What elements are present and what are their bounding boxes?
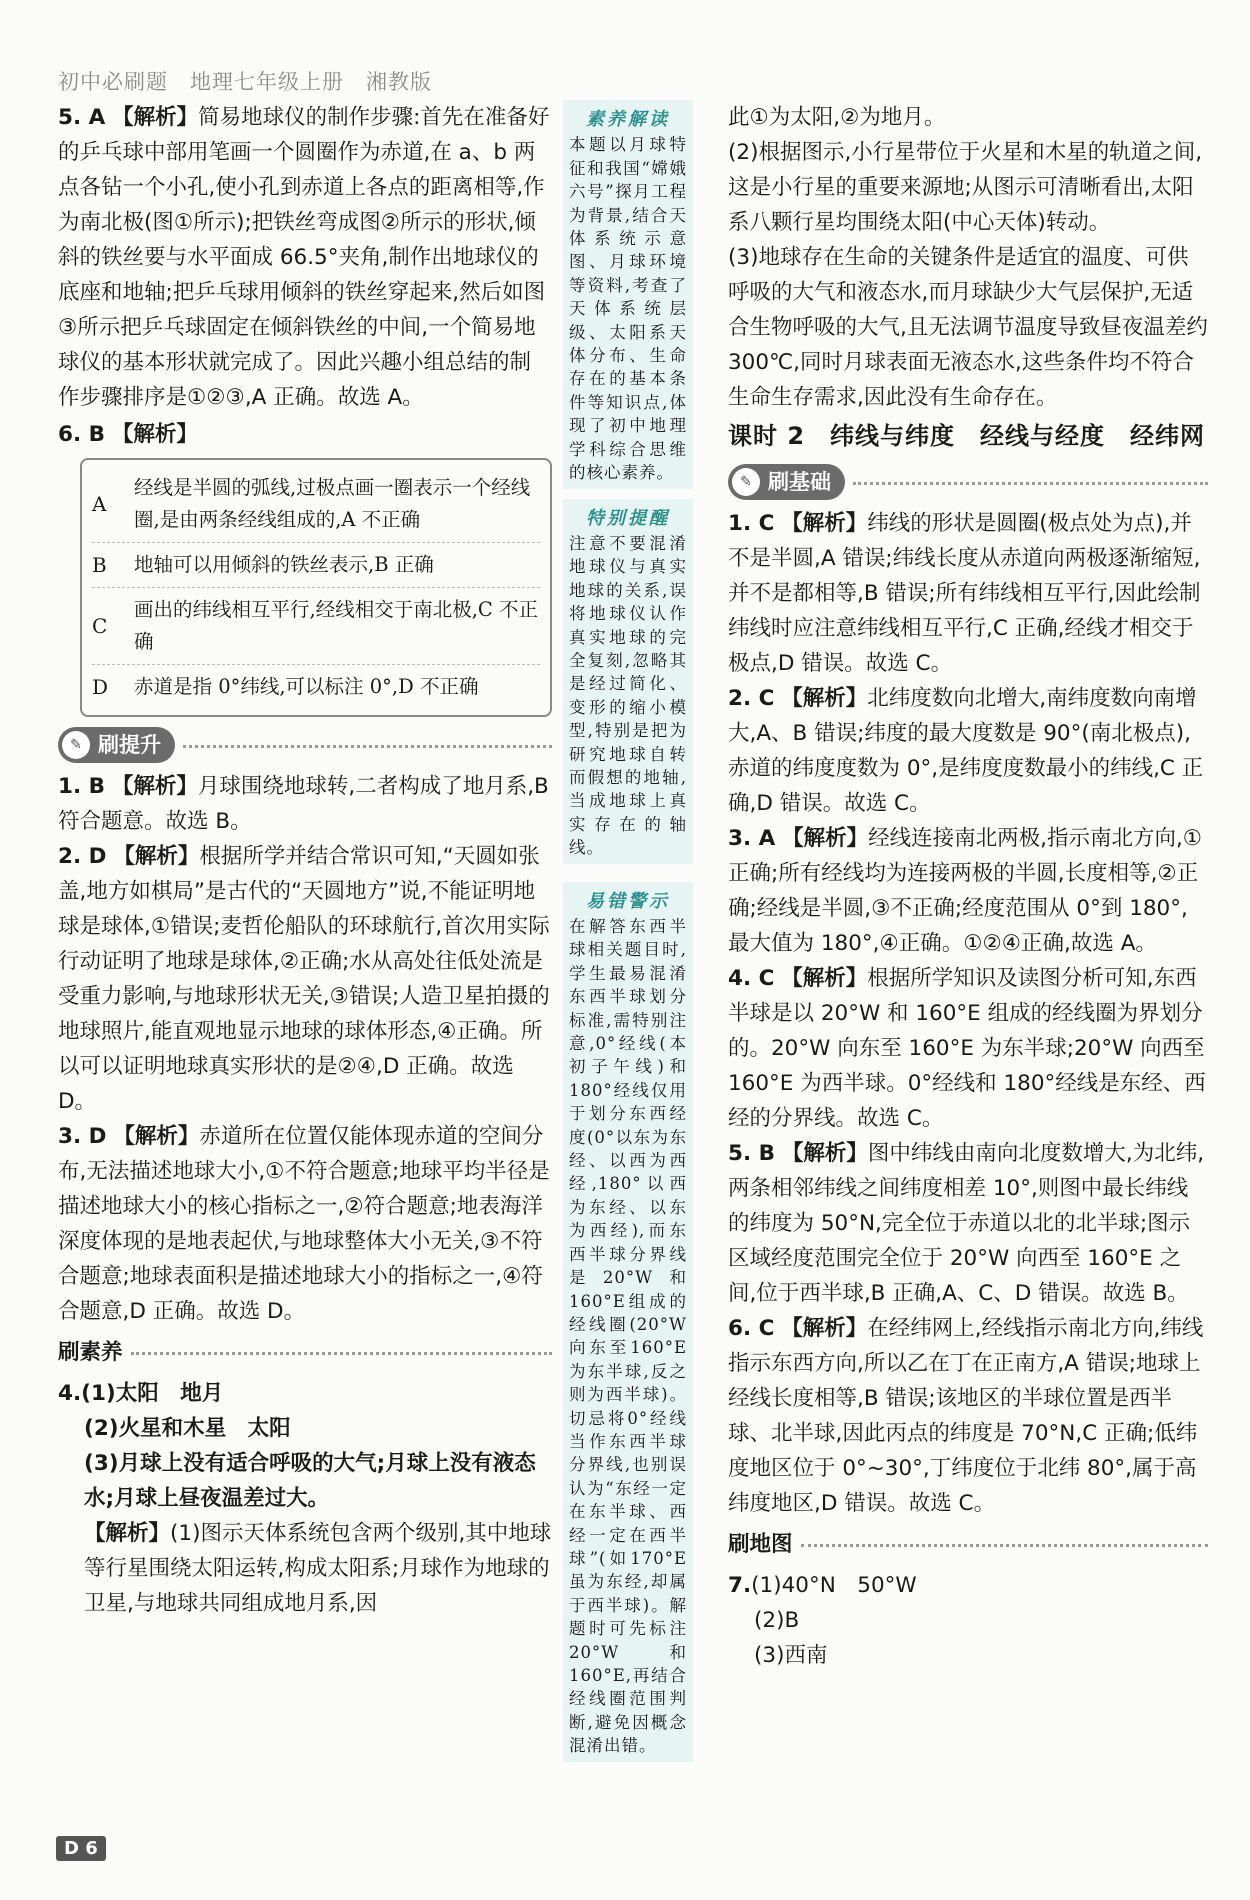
left-column [58,100,552,1621]
question-number: 4. C [728,966,775,991]
answer-line: (1)太阳 地月 [81,1381,224,1406]
answer-5 [58,100,552,415]
analysis-text: 在经纬网上,经线指示南北方向,纬线指示东西方向,所以乙在丁在正南方,A 错误;地球上经线长度相等,B 错误;该地区的半球位置是西半球、北半球,因此丙点的纬度是 70°N,C 正确;低纬度地区位于 0°~30°,丁纬度位于北纬 80°,属于高纬度地区,D 错误。故选 C。 [728,1316,1204,1516]
section-title: 刷地图 [728,1532,793,1557]
analysis-tag: 【解析】 [111,422,198,447]
answer-line: (3)西南 [754,1643,828,1668]
dotted-divider [183,743,552,748]
option-key: A [92,492,107,516]
question-number: 1. C [728,511,775,536]
option-analysis-table [80,458,552,717]
lesson-title: 课时 2 纬线与纬度 经线与经度 经纬网 [728,422,1206,450]
answer-t3 [58,1119,552,1329]
analysis-text: 图中纬线由南向北度数增大,为北纬,两条相邻纬线之间纬度相差 10°,则图中最长纬线的纬度为 50°N,完全位于赤道以北的北半球;图示区域经度范围完全位于 20°W 向西至 160°E 之间,位于西半球,B 正确,A、C、D 错误。故选 B。 [728,1141,1205,1306]
sidebar-notes [563,100,693,1762]
section-header-jichu [728,464,1208,500]
analysis-text: 根据所学并结合常识可知,“天圆如张盖,地方如棋局”是古代的“天圆地方”说,不能证明地球是球体,①错误;麦哲伦船队的环球航行,首次用实际行动证明了地球是球体,②正确;水从高处往低处流是受重力影响,与地球形状无关,③错误;人造卫星拍摄的地球照片,能直观地显示地球的球体形态,④正确。所以可以证明地球真实形状的是②④,D 正确。故选 D。 [58,844,550,1114]
answer-6 [58,417,552,452]
answer-b2 [728,681,1208,821]
question-number: 6. C [728,1316,775,1341]
option-text: 经线是半圆的弧线,过极点画一圈表示一个经线圈,是由两条经线组成的,A 不正确 [134,476,531,531]
brush-icon: ✎ [62,731,90,759]
note-text: 在解答东西半球相关题目时,学生最易混淆东西半球划分标准,需特别注意,0°经线(本初子午线)和180°经线仅用于划分东西经度(0°以东为东经、以西为西经,180°以西为东经、以东为西经),而东西半球分界线是20°W和160°E组成的经线圈(20°W向东至160°E为东半球,反之则为西半球)。切忌将0°经线当作东西半球分界线,也别误认为“东经一定在东半球、西经一定在西半球”(如170°E虽为东经,却属于西半球)。解题时可先标注20°W和160°E,再结合经线圈范围判断,避免因概念混淆出错。 [569,917,687,1756]
analysis-text: 简易地球仪的制作步骤:首先在准备好的乒乓球中部用笔画一个圆圈作为赤道,在 a、b 两点各钻一个小孔,使小孔到赤道上各点的距离相等,作为南北极(图①所示);把铁丝弯成图②所示的形状,倾斜的铁丝要与水平面成 66.5°夹角,制作出地球仪的底座和地轴;把乒乓球用倾斜的铁丝穿起来,然后如图③所示把乒乓球固定在倾斜铁丝的中间,一个简易地球仪的基本形状就完成了。因此兴趣小组总结的制作步骤排序是①②③,A 正确。故选 A。 [58,105,550,410]
section-header-suyang [58,1335,552,1370]
option-text: 地轴可以用倾斜的铁丝表示,B 正确 [134,553,434,576]
brush-icon: ✎ [732,468,760,496]
section-header-tisheng [58,727,552,763]
note-suyang-jiedu [563,100,693,489]
analysis-paragraph [58,1516,552,1621]
analysis-tag: 【解析】 [781,1141,868,1166]
answer-line: (3)月球上没有适合呼吸的大气;月球上没有液态水;月球上昼夜温差过大。 [84,1451,536,1511]
answer-b3 [728,821,1208,961]
note-text: 注意不要混淆地球仪与真实地球的关系,误将地球仪认作真实地球的完全复刻,忽略其是经过简化、变形的缩小模型,特别是把为研究地球自转而假想的地轴,当成地球上真实存在的轴线。 [569,533,687,858]
option-key: B [92,553,107,577]
question-number: 6. B [58,422,105,447]
table-row [92,588,540,665]
analysis-tag: 【解析】 [84,1521,171,1546]
question-number: 3. A [728,826,776,851]
note-title: 特别提醒 [586,507,670,529]
answer-b6 [728,1311,1208,1521]
right-column [728,100,1208,1673]
question-number: 2. C [728,686,775,711]
analysis-text: 月球围绕地球转,二者构成了地月系,B 符合题意。故选 B。 [58,774,549,834]
table-row [92,665,540,709]
page-header: 初中必刷题 地理七年级上册 湘教版 [58,70,432,94]
analysis-text: 根据所学知识及读图分析可知,东西半球是以 20°W 和 160°E 组成的经线圈为界划分的。20°W 向东至 160°E 为东半球;20°W 向西至 160°E 为西半球。0°经线和 180°经线是东经、西经的分界线。故选 C。 [728,966,1206,1131]
note-yicuo-jingshi [563,882,693,1762]
analysis-text: 经线连接南北两极,指示南北方向,①正确;所有经线均为连接两极的半圆,长度相等,②正确;经线是半圆,③不正确;经度范围从 0°到 180°,最大值为 180°,④正确。①②④正确,故选 A。 [728,826,1203,956]
continued-text: 此①为太阳,②为地月。 [728,105,946,130]
question-number: 1. B [58,774,105,799]
section-header-ditu [728,1527,1208,1562]
analysis-tag: 【解析】 [781,511,868,536]
section-title: 刷基础 [768,469,831,494]
analysis-text: 纬线的形状是圆圈(极点处为点),并不是半圆,A 错误;纬线长度从赤道向两极逐渐缩短,并不是都相等,B 错误;所有纬线相互平行,因此绘制纬线时应注意纬线相互平行,C 正确,经线才相交于极点,D 错误。故选 C。 [728,511,1201,676]
dotted-divider [131,1350,552,1355]
analysis-tag: 【解析】 [113,844,200,869]
dotted-divider [801,1542,1208,1547]
analysis-tag: 【解析】 [112,105,199,130]
question-number: 5. B [728,1141,775,1166]
dotted-divider [853,480,1208,485]
answer-b1 [728,506,1208,681]
note-title: 素养解读 [586,109,670,130]
analysis-tag: 【解析】 [111,774,198,799]
option-key: D [92,675,109,699]
note-text: 本题以月球特征和我国“嫦娥六号”探月工程为背景,结合天体系统示意图、月球环境等资料,考查了天体系统层级、太阳系天体分布、生命存在的基本条件等知识点,体现了初中地理学科综合思维的核心素养。 [569,135,687,483]
question-number: 2. D [58,844,107,869]
analysis-tag: 【解析】 [781,966,868,991]
continued-text: (2)根据图示,小行星带位于火星和木星的轨道之间,这是小行星的重要来源地;从图示可清晰看出,太阳系八颗行星均围绕太阳(中心天体)转动。 [728,140,1203,235]
question-number: 7. [728,1573,752,1598]
question-number: 4. [58,1381,82,1406]
answer-b4 [728,961,1208,1136]
answer-m7 [728,1568,1208,1603]
answer-b5 [728,1136,1208,1311]
section-badge [58,727,175,763]
analysis-text: 赤道所在位置仅能体现赤道的空间分布,无法描述地球大小,①不符合题意;地球平均半径是描述地球大小的核心指标之一,②符合题意;地表海洋深度体现的是地表起伏,与地球整体大小无关,③不符合题意;地球表面积是描述地球大小的指标之一,④符合题意,D 正确。故选 D。 [58,1124,550,1324]
answer-t2 [58,839,552,1119]
table-row [92,543,540,588]
question-number: 3. D [58,1124,107,1149]
analysis-text: (1)图示天体系统包含两个级别,其中地球等行星围绕太阳运转,构成太阳系;月球作为地球的卫星,与地球共同组成地月系,因 [84,1521,552,1616]
table-row [92,466,540,543]
answer-line: (1)40°N 50°W [751,1573,917,1598]
answer-t1 [58,769,552,839]
analysis-tag: 【解析】 [782,826,869,851]
note-title: 易错警示 [586,890,670,912]
page-number: D 6 [56,1836,106,1861]
answer-line: (2)火星和木星 太阳 [84,1416,291,1441]
analysis-tag: 【解析】 [113,1124,200,1149]
section-title: 刷素养 [58,1340,123,1365]
option-key: C [92,614,108,638]
option-text: 赤道是指 0°纬线,可以标注 0°,D 不正确 [134,675,479,698]
analysis-tag: 【解析】 [781,686,868,711]
option-text: 画出的纬线相互平行,经线相交于南北极,C 不正确 [134,598,539,653]
answer-line: (2)B [754,1608,800,1633]
question-number: 5. A [58,105,106,130]
answer-t4 [58,1376,552,1411]
analysis-tag: 【解析】 [781,1316,868,1341]
note-tebie-tixing [563,499,693,864]
section-badge [728,464,845,500]
continued-text: (3)地球存在生命的关键条件是适宜的温度、可供呼吸的大气和液态水,而月球缺少大气层保护,无适合生物呼吸的大气,且无法调节温度导致昼夜温差约 300℃,同时月球表面无液态水,这些条件均不符合生命生存需求,因此没有生命存在。 [728,245,1208,410]
analysis-text: 北纬度数向北增大,南纬度数向南增大,A、B 错误;纬度的最大度数是 90°(南北极点),赤道的纬度度数为 0°,是纬度度数最小的纬线,C 正确,D 错误。故选 C。 [728,686,1204,816]
section-title: 刷提升 [98,732,161,757]
